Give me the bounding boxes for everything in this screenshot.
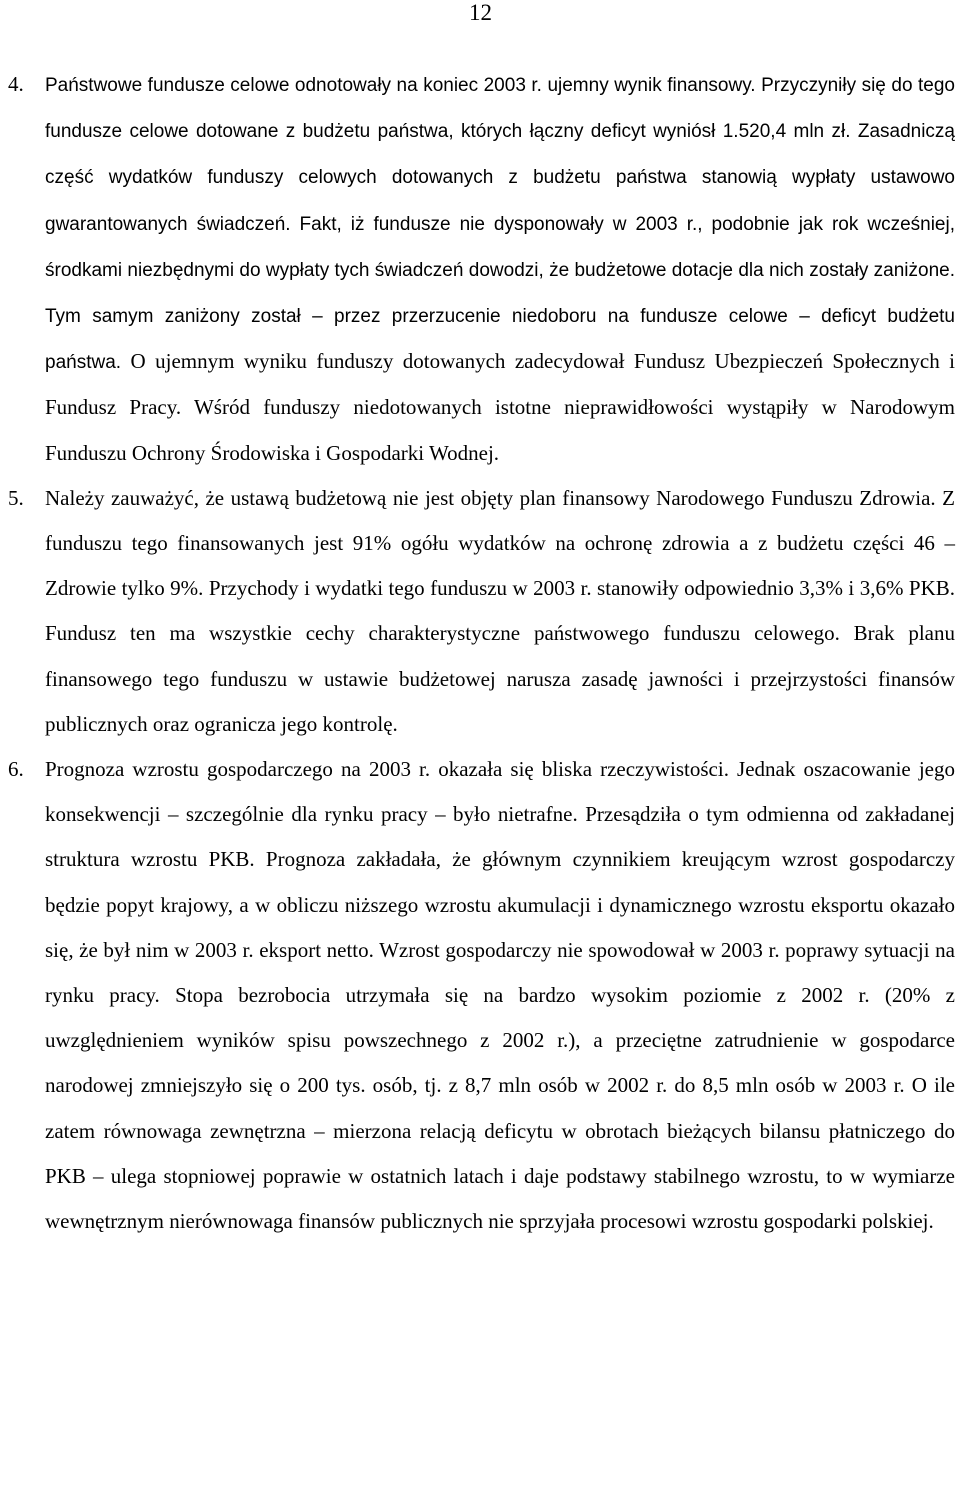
paragraph-text: Państwowe fundusze celowe odnotowały na koniec 2003 r. ujemny wynik finansowy. Przyczyniły się do tego fundusze celowe dotowane z budżetu państwa, których łączny deficyt wyniósł 1.520,4 mln zł. Zasadniczą część wydatków funduszy celowych dotowanych z budżetu państwa stanowią wypłaty ustawowo gwarantowanych świadczeń. Fakt, iż fundusze nie dysponowały w 2003 r., podobnie jak rok wcześniej, środkami niezbędnymi do wypłaty tych świadczeń dowodzi, że budżetowe dotacje dla nich zostały zaniżone. Tym samym zaniżony został – przez przerzucenie niedoboru na fundusze celowe – deficyt budżetu państwa. [45, 75, 955, 374]
list-item [0, 476, 955, 747]
paragraph-text: Prognoza wzrostu gospodarczego na 2003 r. okazała się bliska rzeczywistości. Jednak oszacowanie jego konsekwencji – szczególnie dla rynku pracy – było nietrafne. Przesądziła o tym odmienna od zakładanej struktura wzrostu PKB. Prognoza zakładała, że głównym czynnikiem kreującym wzrost gospodarczy będzie popyt krajowy, a w obliczu niższego wzrostu akumulacji i dynamicznego wzrostu eksportu okazało się, że był nim w 2003 r. eksport netto. Wzrost gospodarczy nie spowodował w 2003 r. poprawy sytuacji na rynku pracy. Stopa bezrobocia utrzymała się na bardzo wysokim poziomie z 2002 r. (20% z uwzględnieniem wyników spisu powszechnego z 2002 r.), a przeciętne zatrudnienie w gospodarce narodowej zmniejszyło się o 200 tys. osób, tj. z 8,7 mln osób w 2002 r. do 8,5 mln osób w 2003 r. O ile zatem równowaga zewnętrzna – mierzona relacją deficytu w obrotach bieżących bilansu płatniczego do PKB – ulega stopniowej poprawie w ostatnich latach i daje podstawy stabilnego wzrostu, to w wymiarze wewnętrznym nierównowaga finansów publicznych nie sprzyjała procesowi wzrostu gospodarki polskiej. [45, 757, 955, 1234]
list-item [0, 62, 955, 476]
list-item-number: 5. [8, 485, 24, 510]
list-item [0, 747, 955, 1244]
page-number: 12 [469, 0, 492, 25]
list-item-number: 4. [8, 72, 24, 96]
paragraph-text: Należy zauważyć, że ustawą budżetową nie jest objęty plan finansowy Narodowego Funduszu Zdrowia. Z funduszu tego finansowanych jest 91% ogółu wydatków na ochronę zdrowia a z budżetu części 46 – Zdrowie tylko 9%. Przychody i wydatki tego funduszu w 2003 r. stanowiły odpowiednio 3,3% i 3,6% PKB. Fundusz ten ma wszystkie cechy charakterystyczne państwowego funduszu celowego. Brak planu finansowego tego funduszu w ustawie budżetowej narusza zasadę jawności i przejrzystości finansów publicznych oraz ogranicza jego kontrolę. [45, 485, 955, 736]
document-body [0, 62, 955, 1244]
paragraph-text: O ujemnym wyniku funduszy dotowanych zadecydował Fundusz Ubezpieczeń Społecznych i Fundusz Pracy. Wśród funduszy niedotowanych istotne nieprawidłowości wystąpiły w Narodowym Funduszu Ochrony Środowiska i Gospodarki Wodnej. [45, 349, 955, 465]
list-item-number: 6. [8, 757, 24, 782]
